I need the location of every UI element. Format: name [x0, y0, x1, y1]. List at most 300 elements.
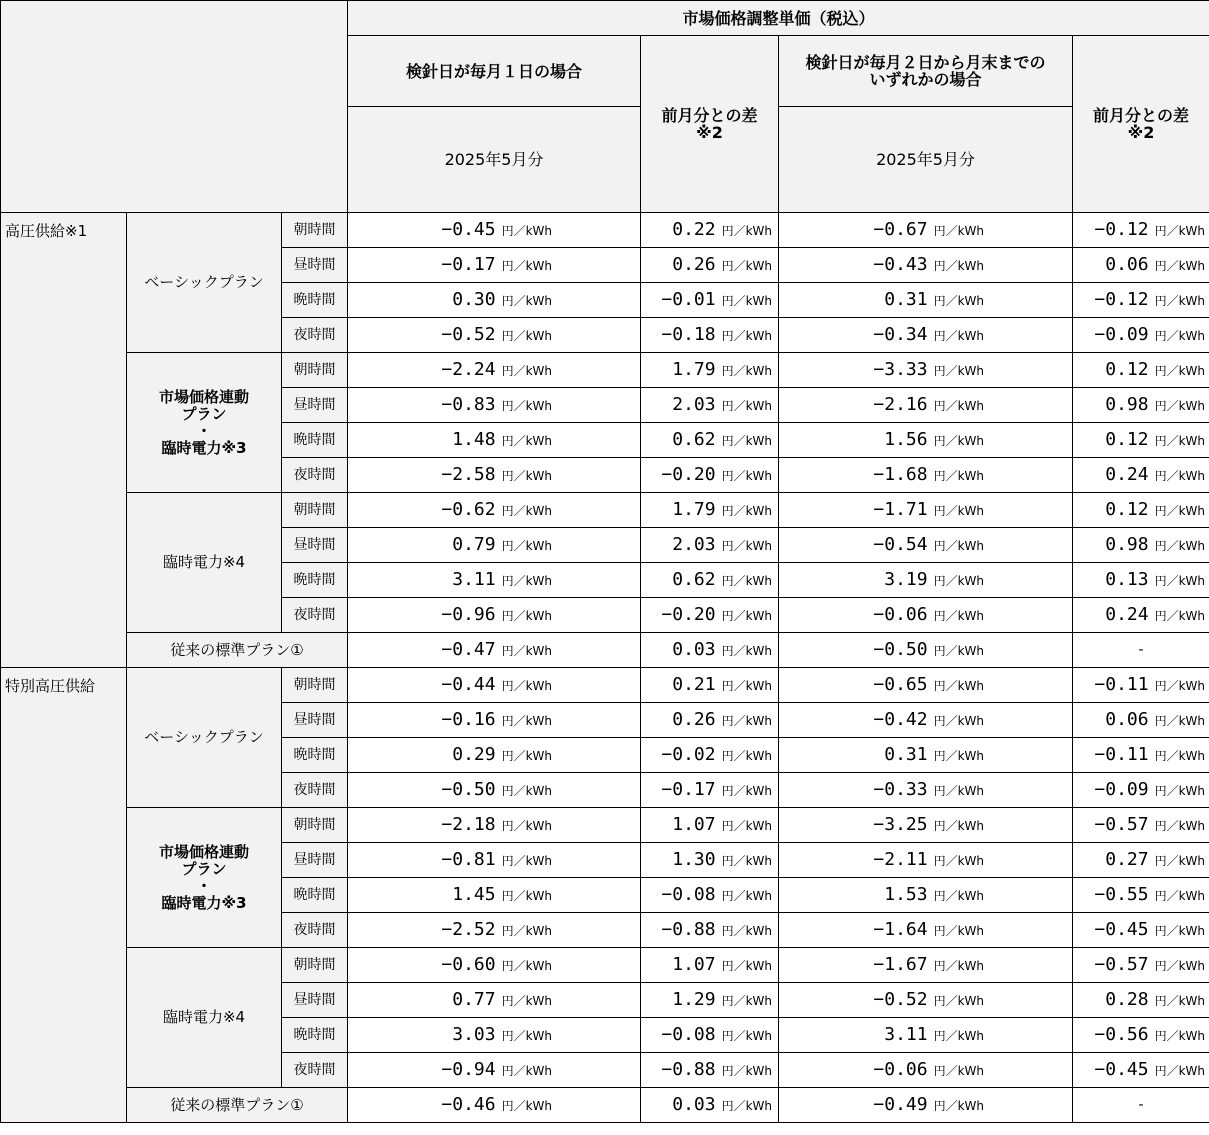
- value-number: −0.01: [661, 288, 716, 310]
- value-unit: 円／kWh: [1154, 713, 1206, 728]
- value-unit: 円／kWh: [721, 1098, 773, 1113]
- plan-label: ベーシックプラン: [127, 213, 282, 353]
- value-number: −0.43: [873, 253, 928, 275]
- value-number: 0.62: [672, 428, 716, 450]
- value-number: 0.12: [1105, 358, 1149, 380]
- value-unit: 円／kWh: [721, 328, 773, 343]
- value-unit: 円／kWh: [501, 503, 553, 518]
- value-cell: [779, 598, 1073, 633]
- value-unit: 円／kWh: [501, 713, 553, 728]
- value-unit: 円／kWh: [933, 643, 985, 658]
- value-unit: 円／kWh: [721, 783, 773, 798]
- value-unit: 円／kWh: [933, 783, 985, 798]
- value-number: −0.42: [873, 708, 928, 730]
- value-unit: 円／kWh: [1154, 923, 1206, 938]
- value-number: −0.20: [661, 463, 716, 485]
- value-cell: [1073, 808, 1209, 843]
- value-unit: 円／kWh: [721, 503, 773, 518]
- value-unit: 円／kWh: [501, 783, 553, 798]
- time-label: 晩時間: [282, 423, 348, 458]
- group-label: 高圧供給※1: [1, 213, 127, 668]
- value-unit: 円／kWh: [933, 538, 985, 553]
- time-label: 夜時間: [282, 318, 348, 353]
- value-unit: 円／kWh: [721, 713, 773, 728]
- time-label: 朝時間: [282, 213, 348, 248]
- value-number: 0.13: [1105, 568, 1149, 590]
- header-col-day2-end: 検針日が毎月２日から月末までの いずれかの場合: [779, 36, 1073, 107]
- value-cell: [641, 913, 779, 948]
- value-unit: 円／kWh: [933, 958, 985, 973]
- value-cell: [779, 493, 1073, 528]
- standard-plan-label: 従来の標準プラン①: [127, 633, 348, 668]
- value-cell: [1073, 598, 1209, 633]
- value-unit: 円／kWh: [1154, 818, 1206, 833]
- value-cell: [348, 388, 641, 423]
- value-number: −0.60: [441, 953, 496, 975]
- value-number: 1.53: [884, 883, 928, 905]
- value-unit: 円／kWh: [721, 748, 773, 763]
- value-cell: [641, 738, 779, 773]
- value-number: 3.11: [884, 1023, 928, 1045]
- value-cell: [348, 1018, 641, 1053]
- value-cell: [779, 633, 1073, 668]
- value-number: 1.79: [672, 498, 716, 520]
- value-cell: [779, 283, 1073, 318]
- value-cell: [779, 318, 1073, 353]
- empty-value-dash: -: [1073, 1088, 1209, 1123]
- value-unit: 円／kWh: [721, 433, 773, 448]
- value-unit: 円／kWh: [501, 993, 553, 1008]
- value-number: −0.65: [873, 673, 928, 695]
- time-label: 昼時間: [282, 843, 348, 878]
- value-cell: [348, 353, 641, 388]
- value-cell: [641, 388, 779, 423]
- value-number: −0.17: [661, 778, 716, 800]
- value-number: −0.09: [1094, 323, 1149, 345]
- plan-label: 市場価格連動 プラン ・ 臨時電力※3: [127, 353, 282, 493]
- value-number: 0.24: [1105, 463, 1149, 485]
- value-unit: 円／kWh: [933, 328, 985, 343]
- value-unit: 円／kWh: [501, 433, 553, 448]
- value-unit: 円／kWh: [501, 748, 553, 763]
- value-cell: [779, 843, 1073, 878]
- value-cell: [641, 948, 779, 983]
- value-unit: 円／kWh: [1154, 223, 1206, 238]
- value-number: 0.29: [452, 743, 496, 765]
- value-unit: 円／kWh: [933, 1098, 985, 1113]
- time-label: 昼時間: [282, 703, 348, 738]
- value-number: −3.25: [873, 813, 928, 835]
- value-unit: 円／kWh: [721, 363, 773, 378]
- value-number: −0.12: [1094, 288, 1149, 310]
- value-cell: [641, 843, 779, 878]
- value-number: 0.21: [672, 673, 716, 695]
- value-number: 0.26: [672, 708, 716, 730]
- time-label: 夜時間: [282, 598, 348, 633]
- value-unit: 円／kWh: [933, 503, 985, 518]
- value-number: 3.03: [452, 1023, 496, 1045]
- value-unit: 円／kWh: [501, 328, 553, 343]
- value-number: −0.52: [441, 323, 496, 345]
- value-unit: 円／kWh: [1154, 258, 1206, 273]
- value-number: −0.08: [661, 883, 716, 905]
- value-unit: 円／kWh: [1154, 678, 1206, 693]
- value-unit: 円／kWh: [933, 608, 985, 623]
- value-cell: [641, 1088, 779, 1123]
- value-unit: 円／kWh: [721, 1063, 773, 1078]
- time-label: 晩時間: [282, 1018, 348, 1053]
- value-cell: [641, 493, 779, 528]
- value-cell: [1073, 703, 1209, 738]
- value-number: 0.24: [1105, 603, 1149, 625]
- value-number: −0.50: [441, 778, 496, 800]
- value-unit: 円／kWh: [501, 573, 553, 588]
- value-cell: [641, 248, 779, 283]
- value-unit: 円／kWh: [1154, 573, 1206, 588]
- value-number: −0.44: [441, 673, 496, 695]
- value-number: −1.68: [873, 463, 928, 485]
- value-number: 0.26: [672, 253, 716, 275]
- value-number: −0.45: [441, 218, 496, 240]
- time-label: 晩時間: [282, 563, 348, 598]
- time-label: 昼時間: [282, 388, 348, 423]
- value-number: −0.06: [873, 603, 928, 625]
- value-number: −0.06: [873, 1058, 928, 1080]
- value-unit: 円／kWh: [1154, 538, 1206, 553]
- value-unit: 円／kWh: [721, 678, 773, 693]
- value-cell: [641, 353, 779, 388]
- value-number: 0.12: [1105, 498, 1149, 520]
- value-number: −0.88: [661, 1058, 716, 1080]
- time-label: 朝時間: [282, 668, 348, 703]
- value-cell: [641, 598, 779, 633]
- value-number: −2.16: [873, 393, 928, 415]
- value-cell: [641, 983, 779, 1018]
- value-unit: 円／kWh: [1154, 1063, 1206, 1078]
- time-label: 昼時間: [282, 528, 348, 563]
- value-cell: [348, 703, 641, 738]
- value-number: −0.96: [441, 603, 496, 625]
- value-cell: [1073, 668, 1209, 703]
- value-unit: 円／kWh: [1154, 958, 1206, 973]
- value-cell: [348, 283, 641, 318]
- value-unit: 円／kWh: [501, 923, 553, 938]
- value-cell: [641, 213, 779, 248]
- value-unit: 円／kWh: [1154, 293, 1206, 308]
- value-unit: 円／kWh: [501, 223, 553, 238]
- table-row: [1, 1088, 1209, 1123]
- value-number: −0.55: [1094, 883, 1149, 905]
- value-cell: [1073, 458, 1209, 493]
- value-unit: 円／kWh: [501, 678, 553, 693]
- value-cell: [779, 353, 1073, 388]
- value-number: −0.56: [1094, 1023, 1149, 1045]
- value-unit: 円／kWh: [501, 888, 553, 903]
- value-unit: 円／kWh: [933, 818, 985, 833]
- value-number: −0.47: [441, 638, 496, 660]
- value-cell: [779, 1088, 1073, 1123]
- value-number: −0.94: [441, 1058, 496, 1080]
- value-unit: 円／kWh: [721, 643, 773, 658]
- table-row: [1, 213, 1209, 248]
- value-unit: 円／kWh: [1154, 468, 1206, 483]
- header-corner: [1, 1, 348, 213]
- value-cell: [779, 738, 1073, 773]
- value-unit: 円／kWh: [721, 818, 773, 833]
- value-cell: [641, 458, 779, 493]
- value-unit: 円／kWh: [933, 888, 985, 903]
- value-cell: [1073, 248, 1209, 283]
- value-cell: [348, 563, 641, 598]
- value-number: −0.09: [1094, 778, 1149, 800]
- value-cell: [779, 668, 1073, 703]
- value-number: −0.57: [1094, 953, 1149, 975]
- value-cell: [779, 948, 1073, 983]
- table-row: [1, 668, 1209, 703]
- value-cell: [1073, 493, 1209, 528]
- time-label: 昼時間: [282, 983, 348, 1018]
- value-number: 1.56: [884, 428, 928, 450]
- value-cell: [1073, 353, 1209, 388]
- table-row: [1, 948, 1209, 983]
- value-unit: 円／kWh: [933, 748, 985, 763]
- value-number: −0.17: [441, 253, 496, 275]
- value-unit: 円／kWh: [1154, 503, 1206, 518]
- value-cell: [348, 668, 641, 703]
- plan-label: 臨時電力※4: [127, 493, 282, 633]
- value-number: −1.71: [873, 498, 928, 520]
- value-number: −0.52: [873, 988, 928, 1010]
- value-cell: [779, 388, 1073, 423]
- value-unit: 円／kWh: [1154, 608, 1206, 623]
- value-number: 1.07: [672, 953, 716, 975]
- value-cell: [779, 913, 1073, 948]
- table-row: [1, 633, 1209, 668]
- value-number: −0.11: [1094, 743, 1149, 765]
- value-number: 0.06: [1105, 708, 1149, 730]
- value-unit: 円／kWh: [721, 398, 773, 413]
- value-number: −0.12: [1094, 218, 1149, 240]
- value-number: 3.19: [884, 568, 928, 590]
- value-number: 0.62: [672, 568, 716, 590]
- value-number: −0.02: [661, 743, 716, 765]
- value-cell: [641, 668, 779, 703]
- table-row: [1, 493, 1209, 528]
- time-label: 朝時間: [282, 353, 348, 388]
- value-number: 2.03: [672, 393, 716, 415]
- value-unit: 円／kWh: [721, 853, 773, 868]
- value-number: −1.67: [873, 953, 928, 975]
- value-number: −0.16: [441, 708, 496, 730]
- value-cell: [348, 528, 641, 563]
- header-month-2: 2025年5月分: [779, 107, 1073, 213]
- value-unit: 円／kWh: [933, 363, 985, 378]
- value-unit: 円／kWh: [501, 1028, 553, 1043]
- value-cell: [1073, 948, 1209, 983]
- value-cell: [348, 1053, 641, 1088]
- value-cell: [779, 878, 1073, 913]
- value-number: 0.30: [452, 288, 496, 310]
- standard-plan-label: 従来の標準プラン①: [127, 1088, 348, 1123]
- value-cell: [348, 913, 641, 948]
- value-cell: [1073, 1053, 1209, 1088]
- value-number: 0.27: [1105, 848, 1149, 870]
- value-unit: 円／kWh: [501, 818, 553, 833]
- value-number: 0.79: [452, 533, 496, 555]
- value-cell: [348, 493, 641, 528]
- value-number: 0.77: [452, 988, 496, 1010]
- value-unit: 円／kWh: [721, 958, 773, 973]
- header-col-diff-2: 前月分との差 ※2: [1073, 36, 1209, 213]
- value-cell: [641, 318, 779, 353]
- value-number: 0.28: [1105, 988, 1149, 1010]
- value-number: 1.07: [672, 813, 716, 835]
- time-label: 昼時間: [282, 248, 348, 283]
- value-cell: [1073, 843, 1209, 878]
- time-label: 朝時間: [282, 808, 348, 843]
- value-cell: [1073, 983, 1209, 1018]
- table-body: [1, 213, 1209, 1123]
- value-number: −2.24: [441, 358, 496, 380]
- value-number: −2.18: [441, 813, 496, 835]
- value-unit: 円／kWh: [1154, 888, 1206, 903]
- value-number: 1.48: [452, 428, 496, 450]
- value-unit: 円／kWh: [501, 853, 553, 868]
- value-unit: 円／kWh: [933, 1028, 985, 1043]
- value-number: −0.08: [661, 1023, 716, 1045]
- value-cell: [779, 808, 1073, 843]
- value-unit: 円／kWh: [721, 258, 773, 273]
- value-unit: 円／kWh: [1154, 748, 1206, 763]
- value-unit: 円／kWh: [1154, 853, 1206, 868]
- value-cell: [1073, 388, 1209, 423]
- value-unit: 円／kWh: [721, 293, 773, 308]
- value-unit: 円／kWh: [933, 853, 985, 868]
- value-cell: [1073, 283, 1209, 318]
- value-cell: [348, 808, 641, 843]
- value-unit: 円／kWh: [501, 363, 553, 378]
- value-cell: [348, 843, 641, 878]
- value-cell: [779, 423, 1073, 458]
- value-number: −0.54: [873, 533, 928, 555]
- value-unit: 円／kWh: [1154, 398, 1206, 413]
- value-unit: 円／kWh: [501, 643, 553, 658]
- value-number: 0.98: [1105, 393, 1149, 415]
- time-label: 朝時間: [282, 493, 348, 528]
- value-unit: 円／kWh: [501, 538, 553, 553]
- value-cell: [348, 213, 641, 248]
- value-cell: [641, 528, 779, 563]
- value-cell: [779, 1018, 1073, 1053]
- value-number: −2.52: [441, 918, 496, 940]
- plan-label: ベーシックプラン: [127, 668, 282, 808]
- value-unit: 円／kWh: [721, 468, 773, 483]
- value-cell: [779, 1053, 1073, 1088]
- value-number: 0.31: [884, 288, 928, 310]
- value-unit: 円／kWh: [721, 888, 773, 903]
- value-number: 0.12: [1105, 428, 1149, 450]
- value-cell: [348, 773, 641, 808]
- value-unit: 円／kWh: [1154, 433, 1206, 448]
- value-unit: 円／kWh: [933, 433, 985, 448]
- value-unit: 円／kWh: [501, 958, 553, 973]
- value-cell: [641, 563, 779, 598]
- value-unit: 円／kWh: [721, 1028, 773, 1043]
- time-label: 晩時間: [282, 738, 348, 773]
- value-unit: 円／kWh: [721, 223, 773, 238]
- value-cell: [1073, 563, 1209, 598]
- value-number: −0.45: [1094, 1058, 1149, 1080]
- time-label: 夜時間: [282, 1053, 348, 1088]
- value-cell: [348, 738, 641, 773]
- value-cell: [348, 318, 641, 353]
- value-number: 0.22: [672, 218, 716, 240]
- value-cell: [641, 1018, 779, 1053]
- time-label: 夜時間: [282, 913, 348, 948]
- value-number: −0.18: [661, 323, 716, 345]
- value-number: 1.30: [672, 848, 716, 870]
- value-number: −0.33: [873, 778, 928, 800]
- value-number: 1.29: [672, 988, 716, 1010]
- value-unit: 円／kWh: [933, 293, 985, 308]
- empty-value-dash: -: [1073, 633, 1209, 668]
- value-number: −0.50: [873, 638, 928, 660]
- value-unit: 円／kWh: [501, 608, 553, 623]
- value-cell: [1073, 773, 1209, 808]
- value-unit: 円／kWh: [721, 573, 773, 588]
- group-label: 特別高圧供給: [1, 668, 127, 1123]
- value-number: −1.64: [873, 918, 928, 940]
- value-number: −0.45: [1094, 918, 1149, 940]
- value-cell: [348, 598, 641, 633]
- value-cell: [779, 773, 1073, 808]
- value-cell: [1073, 913, 1209, 948]
- value-number: −0.46: [441, 1093, 496, 1115]
- value-number: 0.31: [884, 743, 928, 765]
- value-number: −0.20: [661, 603, 716, 625]
- value-unit: 円／kWh: [501, 398, 553, 413]
- value-unit: 円／kWh: [501, 1098, 553, 1113]
- value-unit: 円／kWh: [933, 993, 985, 1008]
- value-unit: 円／kWh: [933, 468, 985, 483]
- value-number: −3.33: [873, 358, 928, 380]
- value-cell: [641, 283, 779, 318]
- value-cell: [641, 808, 779, 843]
- header-col-day1: 検針日が毎月１日の場合: [348, 36, 641, 107]
- value-cell: [1073, 213, 1209, 248]
- value-unit: 円／kWh: [721, 608, 773, 623]
- value-number: −0.34: [873, 323, 928, 345]
- table-row: [1, 808, 1209, 843]
- value-cell: [779, 703, 1073, 738]
- value-unit: 円／kWh: [933, 398, 985, 413]
- value-number: 0.03: [672, 638, 716, 660]
- value-number: 0.98: [1105, 533, 1149, 555]
- value-unit: 円／kWh: [933, 713, 985, 728]
- value-cell: [779, 248, 1073, 283]
- value-cell: [1073, 318, 1209, 353]
- value-cell: [641, 878, 779, 913]
- value-number: −2.58: [441, 463, 496, 485]
- value-number: 0.06: [1105, 253, 1149, 275]
- value-unit: 円／kWh: [721, 538, 773, 553]
- value-unit: 円／kWh: [1154, 328, 1206, 343]
- value-unit: 円／kWh: [1154, 783, 1206, 798]
- value-cell: [1073, 878, 1209, 913]
- plan-label: 市場価格連動 プラン ・ 臨時電力※3: [127, 808, 282, 948]
- value-unit: 円／kWh: [933, 223, 985, 238]
- value-cell: [1073, 423, 1209, 458]
